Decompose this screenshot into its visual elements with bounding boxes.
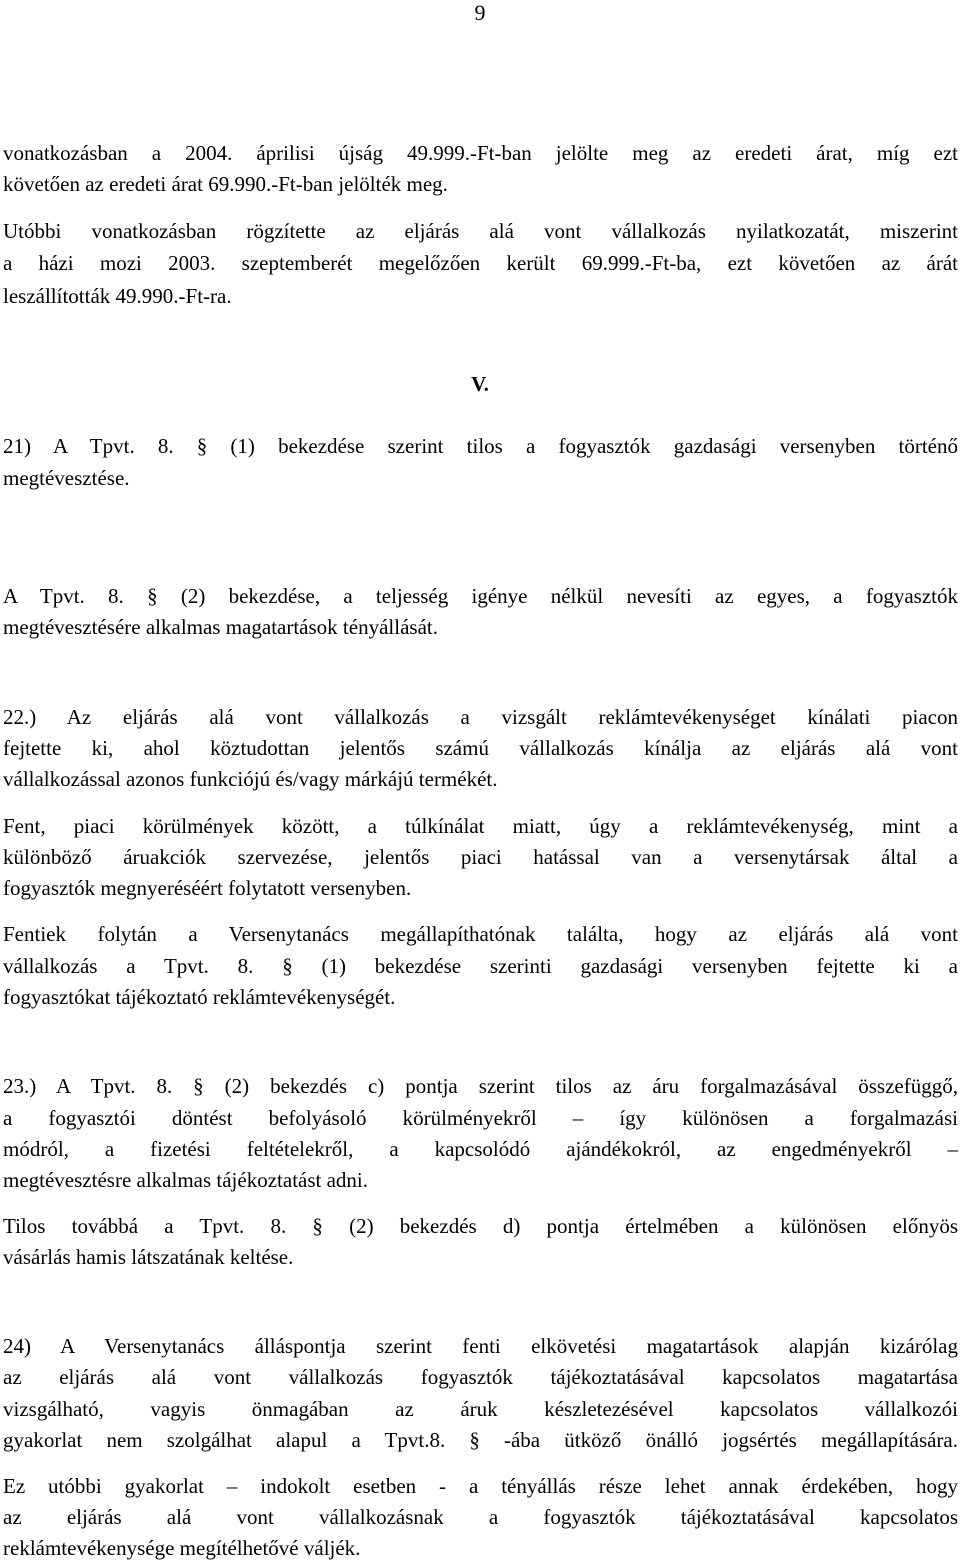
text-line: megtévesztésre alkalmas tájékoztatást adni. <box>3 1168 369 1192</box>
text-line: vállalkozással azonos funkciójú és/vagy márkájú termékét. <box>3 767 498 791</box>
text-line: gyakorlat nem szolgálhat alapul a Tpvt.8. § -ába ütköző önálló jogsértés megállapítására. <box>3 1428 958 1452</box>
text-line: módról, a fizetési feltételekről, a kapcsolódó ajándékokról, az engedményekről – <box>3 1137 958 1161</box>
text-line: Fentiek folytán a Versenytanács megállapíthatónak találta, hogy az eljárás alá vont <box>3 922 958 946</box>
text-line: vásárlás hamis látszatának keltése. <box>3 1245 294 1269</box>
text-line: a fogyasztói döntést befolyásoló körülményekről – így különösen a forgalmazási <box>3 1106 958 1130</box>
text-line: különböző áruakciók szervezése, jelentős piaci hatással van a versenytársak által a <box>3 845 958 869</box>
text-line: megtévesztése. <box>3 466 130 490</box>
page-number: 9 <box>474 0 486 25</box>
text-line: 22.) Az eljárás alá vont vállalkozás a vizsgált reklámtevékenységet kínálati piacon <box>3 705 958 729</box>
text-line: követően az eredeti árat 69.990.-Ft-ban jelölték meg. <box>3 172 448 196</box>
text-line: megtévesztésére alkalmas magatartások tényállását. <box>3 615 438 639</box>
text-line: 23.) A Tpvt. 8. § (2) bekezdés c) pontja szerint tilos az áru forgalmazásával összefüggő, <box>3 1074 958 1098</box>
text-line: Tilos továbbá a Tpvt. 8. § (2) bekezdés d) pontja értelmében a különösen előnyös <box>3 1214 958 1238</box>
text-line: reklámtevékenysége megítélhetővé váljék. <box>3 1536 361 1560</box>
text-line: vizsgálható, vagyis önmagában az áruk készletezésével kapcsolatos vállalkozói <box>3 1397 958 1421</box>
text-line: 24) A Versenytanács álláspontja szerint fenti elkövetési magatartások alapján kizárólag <box>3 1334 958 1358</box>
text-line: 21) A Tpvt. 8. § (1) bekezdése szerint tilos a fogyasztók gazdasági versenyben történő <box>3 434 958 458</box>
text-line: vállalkozás a Tpvt. 8. § (1) bekezdése szerinti gazdasági versenyben fejtette ki a <box>3 954 958 978</box>
text-line: fogyasztók megnyeréséért folytatott versenyben. <box>3 876 412 900</box>
section-heading: V. <box>471 372 489 396</box>
text-line: leszállították 49.990.-Ft-ra. <box>3 284 232 308</box>
text-line: Utóbbi vonatkozásban rögzítette az eljárás alá vont vállalkozás nyilatkozatát, miszerint <box>3 219 958 243</box>
text-line: Ez utóbbi gyakorlat – indokolt esetben - a tényállás része lehet annak érdekében, hogy <box>3 1474 958 1498</box>
text-line: fejtette ki, ahol köztudottan jelentős számú vállalkozás kínálja az eljárás alá vont <box>3 736 958 760</box>
text-line: A Tpvt. 8. § (2) bekezdése, a teljesség igénye nélkül nevesíti az egyes, a fogyasztók <box>3 584 958 608</box>
text-line: fogyasztókat tájékoztató reklámtevékenységét. <box>3 985 396 1009</box>
text-line: az eljárás alá vont vállalkozás fogyasztók tájékoztatásával kapcsolatos magatartása <box>3 1365 958 1389</box>
text-line: a házi mozi 2003. szeptemberét megelőzően került 69.999.-Ft-ba, ezt követően az árát <box>3 251 958 275</box>
text-line: vonatkozásban a 2004. áprilisi újság 49.999.-Ft-ban jelölte meg az eredeti árat, míg ezt <box>3 141 958 165</box>
text-line: Fent, piaci körülmények között, a túlkínálat miatt, úgy a reklámtevékenység, mint a <box>3 814 958 838</box>
text-line: az eljárás alá vont vállalkozásnak a fogyasztók tájékoztatásával kapcsolatos <box>3 1505 958 1529</box>
